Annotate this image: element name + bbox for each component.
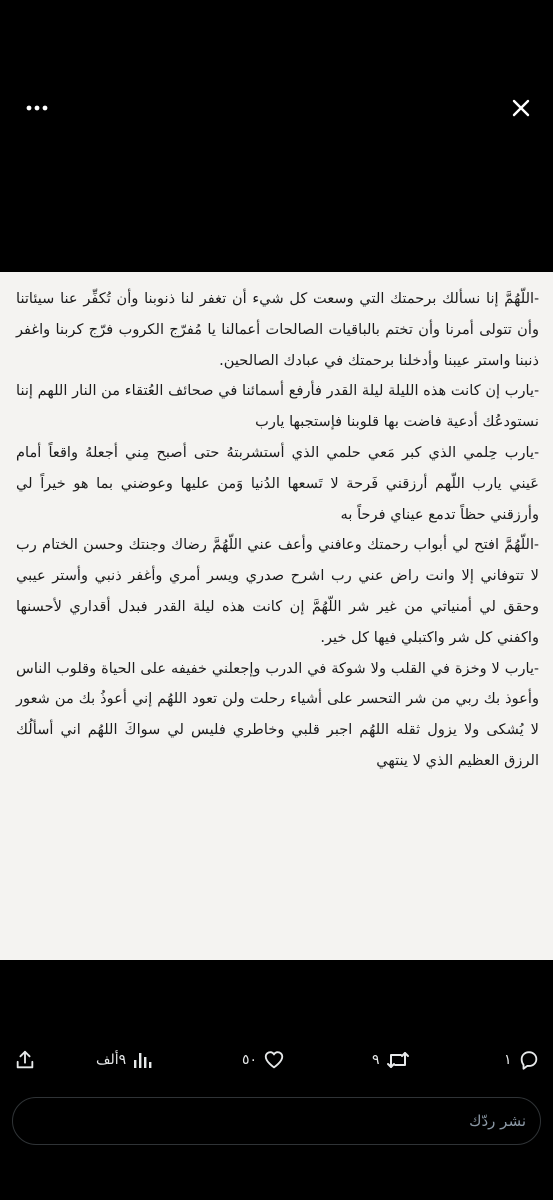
dua-text (0, 272, 553, 777)
retweets-count: ٩ (372, 1052, 380, 1068)
views-button[interactable] (96, 1038, 152, 1082)
share-button[interactable] (14, 1038, 36, 1082)
reply-button[interactable] (504, 1038, 540, 1082)
reply-icon (518, 1049, 540, 1071)
replies-count: ١ (504, 1052, 512, 1068)
more-horizontal-icon (26, 105, 48, 111)
dua-paragraph: -يارب حِلمي الذي كبر مَعي حلمي الذي أستشربتهُ حتى أصبح مِني أجعلهُ واقعاً أمام عَيني يارب اللّهم أرزقني فَرحة لا تَسعها الدُنيا وَمن عليها وعوضني بما هو خيراً لي وأرزقني حظاً تدمع عيناي فرحاً به (16, 443, 539, 523)
share-icon (14, 1049, 36, 1071)
likes-count: ٥٠ (242, 1052, 258, 1068)
reply-input[interactable] (13, 1098, 540, 1144)
retweet-button[interactable] (372, 1038, 410, 1082)
media-image[interactable] (0, 272, 553, 960)
like-button[interactable] (242, 1038, 285, 1082)
dua-paragraph: -اللّهُمَّ إنا نسألك برحمتك التي وسعت كل شيء أن تغفر لنا ذنوبنا وأن تُكفِّر عنا سيئاتنا وأن تتولى أمرنا وأن تختم بالباقيات الصالحات أعمالنا يا مُفرّج الكروب فرّج كربنا واغفر ذنبنا واستر عيبنا وأدخلنا برحمتك في عبادك الصالحين. (16, 290, 539, 369)
top-bar (0, 80, 553, 136)
reply-box (12, 1097, 541, 1145)
more-options-button[interactable] (15, 86, 59, 130)
views-chart-icon (132, 1050, 152, 1070)
retweet-icon (386, 1049, 410, 1071)
dua-paragraph: -اللّهُمَّ افتح لي أبواب رحمتك وعافني وأعف عني اللّهُمَّ رضاك وجنتك وحسن الختام رب لا تتوفاني إلا وانت راض عني رب اشرح صدري ويسر أمري وأغفر ذنبي وأستر عيبي وحقق لي أمنياتي من غير شر اللّهُمَّ إن كانت هذه ليلة القدر فبدل أقداري لأحسنها واكفني كل شر واكتبلي فيها كل خير. (16, 536, 539, 646)
dua-paragraph: -يارب لا وخزة في القلب ولا شوكة في الدرب وإجعلني خفيفه على الحياة وقلوب الناس وأعوذ بك ربي من شر التحسر على أشياء رحلت ولن تعود اللهُم إني أعوذُ بك من شعور لا يُشكى ولا يزول ثقله اللهُم اجبر قلبي وخاطري فليس لي سواكَ اللهُم اني أسألُك الرزق العظيم الذي لا ينتهي (16, 659, 539, 769)
close-button[interactable] (499, 86, 543, 130)
dua-paragraph: -يارب إن كانت هذه الليلة ليلة القدر فأرفع أسمائنا في صحائف العُتقاء من النار اللهم إننا نستودعُك أدعية فاضت بها قلوبنا فإستجبها يارب (16, 382, 539, 431)
views-count: ٩ألف (96, 1052, 127, 1068)
close-icon (512, 99, 530, 117)
heart-icon (263, 1049, 285, 1071)
action-bar (0, 1038, 553, 1082)
